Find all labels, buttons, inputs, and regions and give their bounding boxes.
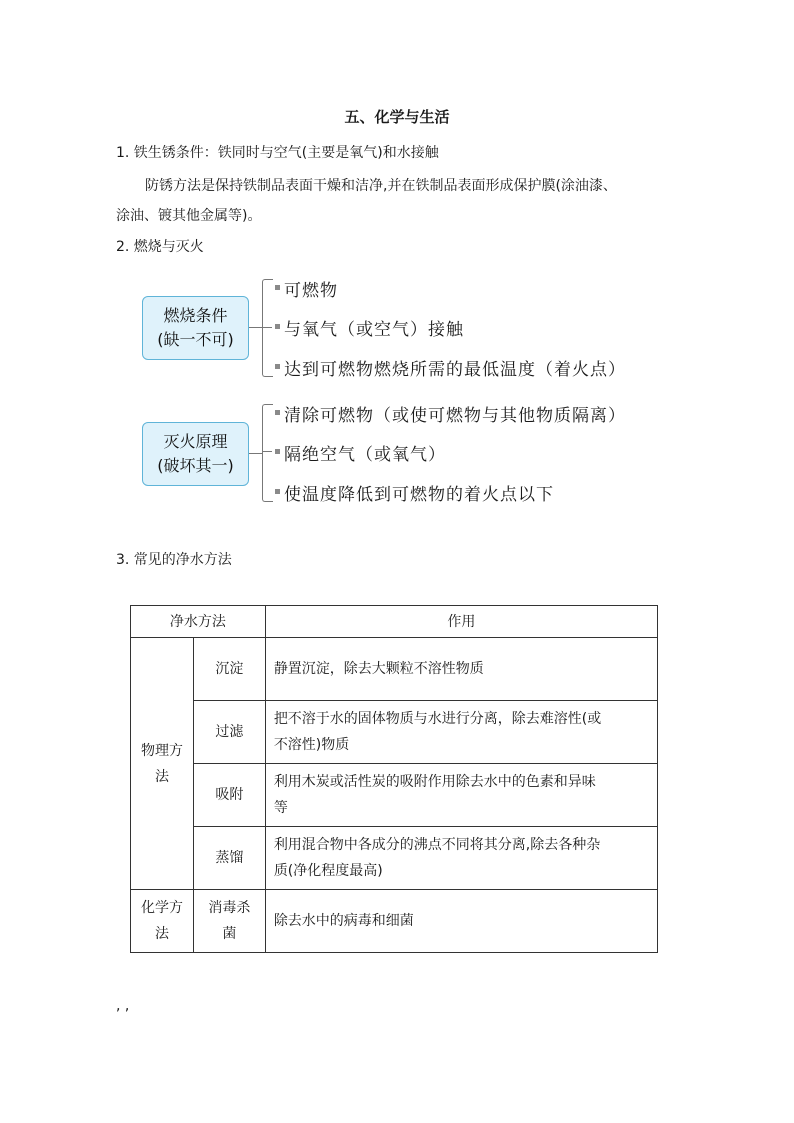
chemical-label-line1: 化学方 [140,900,183,916]
method-line1: 消毒杀 [208,900,251,916]
effect-cell [265,701,657,764]
table-row [131,638,658,701]
bullet-icon [275,449,280,454]
effect-line2: 等 [273,800,288,816]
effect-line1: 把不溶于水的固体物质与水进行分离，除去难溶性(或 [273,711,602,727]
physical-label-line2: 法 [154,768,169,785]
effect-line1: 静置沉淀，除去大颗粒不溶性物质 [273,661,484,677]
physical-method-label [131,638,194,890]
bullet-icon [275,324,280,329]
combustion-item-3: 达到可燃物燃烧所需的最低温度（着火点） [284,360,626,380]
effect-line1: 利用木炭或活性炭的吸附作用除去水中的色素和异味 [273,774,596,790]
bullet-icon [275,285,280,290]
effect-line2: 不溶性)物质 [273,737,350,753]
table-header-row [131,606,658,638]
extinguish-item-2: 隔绝空气（或氧气） [284,445,446,465]
combustion-bracket [262,279,273,377]
section1-paragraph-line1: 防锈方法是保持铁制品表面干燥和洁净,并在铁制品表面形成保护膜(涂油漆、 [145,178,617,194]
extinguishing-principle-box [142,422,249,486]
combustion-connector [249,327,262,328]
effect-line2: 质(净化程度最高) [273,863,383,879]
method-line2: 菌 [222,926,237,942]
method-cell [193,890,265,953]
method-cell: 沉淀 [193,638,265,701]
extinguish-item-3: 使温度降低到可燃物的着火点以下 [284,485,554,505]
table-row [131,890,658,953]
extinguish-box-subtitle: (破坏其一) [157,456,234,475]
combustion-box-subtitle: (缺一不可) [157,330,234,349]
bullet-icon [275,489,280,494]
effect-cell: 除去水中的病毒和细菌 [265,890,657,953]
section1-paragraph-line2: 涂油、镀其他金属等)。 [116,208,262,224]
effect-cell [265,827,657,890]
header-effect: 作用 [265,606,657,638]
extinguish-bracket-mid [262,451,272,452]
extinguish-connector [249,453,262,454]
chemical-method-label [131,890,194,953]
footer-mark: , , [116,998,130,1014]
table-row [131,827,658,890]
bullet-icon [275,410,280,415]
extinguish-bracket [262,404,273,502]
combustion-item-2: 与氧气（或空气）接触 [284,320,464,340]
section2-heading: 2. 燃烧与灭火 [116,239,204,255]
method-cell: 吸附 [193,764,265,827]
table-row [131,764,658,827]
table-row [131,701,658,764]
effect-cell [265,764,657,827]
section3-heading: 3. 常见的净水方法 [116,552,232,568]
chemical-label-line2: 法 [154,926,169,942]
extinguish-box-title: 灭火原理 [163,432,228,451]
effect-cell [265,638,657,701]
combustion-item-1: 可燃物 [284,281,338,301]
combustion-conditions-box [142,296,249,360]
header-method: 净水方法 [131,606,266,638]
effect-line1: 利用混合物中各成分的沸点不同将其分离,除去各种杂 [273,837,601,853]
extinguish-item-1: 清除可燃物（或使可燃物与其他物质隔离） [284,406,626,426]
combustion-bracket-mid [262,327,272,328]
combustion-box-title: 燃烧条件 [163,306,228,325]
method-cell: 过滤 [193,701,265,764]
bullet-icon [275,364,280,369]
method-cell: 蒸馏 [193,827,265,890]
section1-heading: 1. 铁生锈条件：铁同时与空气(主要是氧气)和水接触 [116,145,439,161]
page-title: 五、化学与生活 [344,108,450,126]
physical-label-line1: 物理方 [140,742,183,759]
water-purification-table [130,605,658,953]
